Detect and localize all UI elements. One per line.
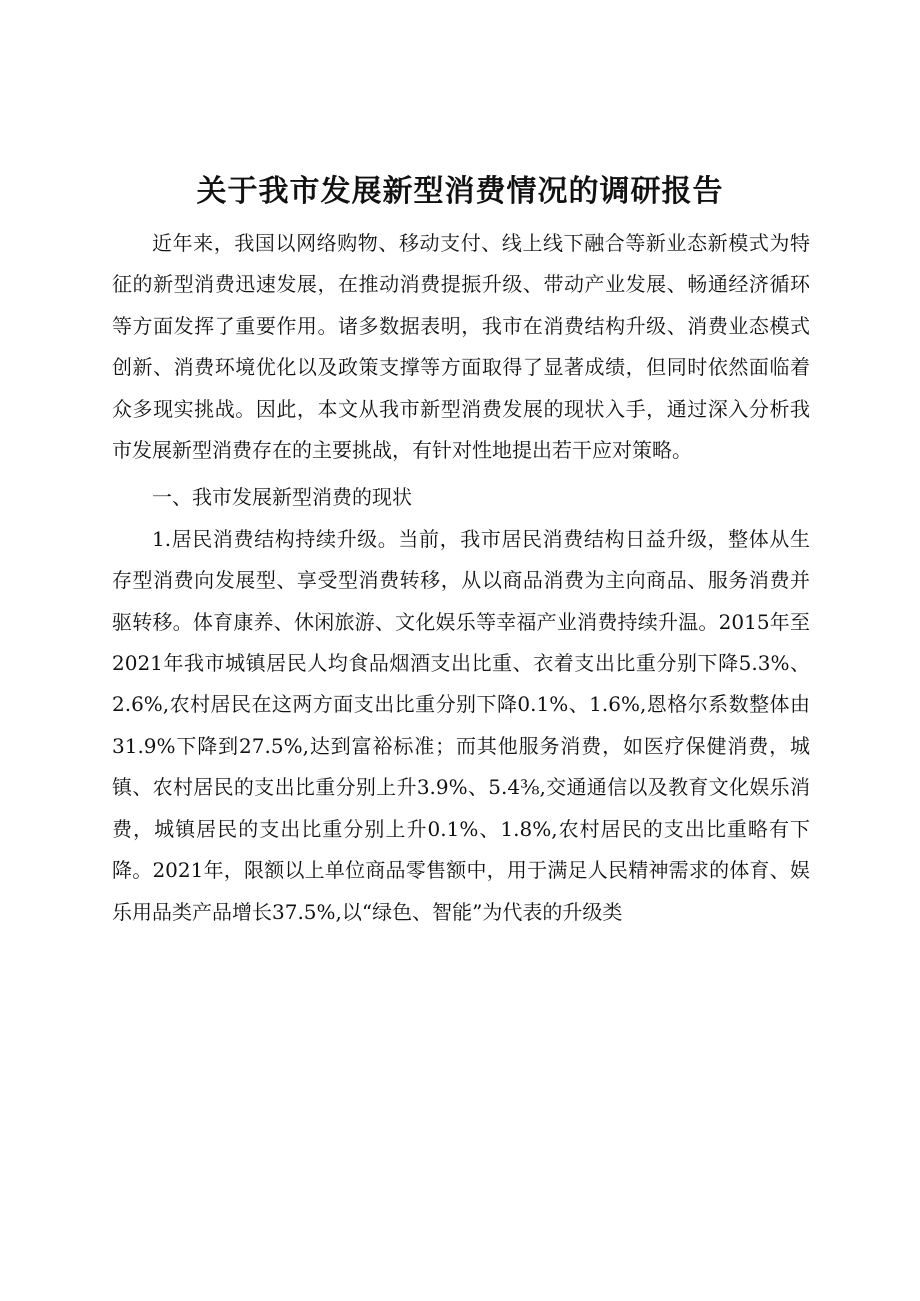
section-paragraph: 1.居民消费结构持续升级。当前，我市居民消费结构日益升级，整体从生存型消费向发展型、享受型消费转移，从以商品消费为主向商品、服务消费并驱转移。体育康养、休闲旅游、文化娱乐等幸福产业消费持续升温。2015年至2021年我市城镇居民人均食品烟酒支出比重、衣着支出比重分别下降5.3%、2.6%,农村居民在这两方面支出比重分别下降0.1%、1.6%,恩格尔系数整体由31.9%下降到27.5%,达到富裕标准；而其他服务消费，如医疗保健消费，城镇、农村居民的支出比重分别上升3.9%、5.4⅜,交通通信以及教育文化娱乐消费，城镇居民的支出比重分别上升0.1%、1.8%,农村居民的支出比重略有下降。2021年，限额以上单位商品零售额中，用于满足人民精神需求的体育、娱乐用品类产品增长37.5%,以“绿色、智能”为代表的升级类 (112, 526, 810, 924)
document-title: 关于我市发展新型消费情况的调研报告 (196, 174, 724, 209)
section-heading: 一、我市发展新型消费的现状 (152, 485, 412, 510)
intro-paragraph: 近年来，我国以网络购物、移动支付、线上线下融合等新业态新模式为特征的新型消费迅速发展，在推动消费提振升级、带动产业发展、畅通经济循环等方面发挥了重要作用。诸多数据表明，我市在消费结构升级、消费业态模式创新、消费环境优化以及政策支撑等方面取得了显著成绩，但同时依然面临着众多现实挑战。因此，本文从我市新型消费发展的现状入手，通过深入分析我市发展新型消费存在的主要挑战，有针对性地提出若干应对策略。 (112, 231, 810, 463)
document-body (112, 223, 810, 933)
